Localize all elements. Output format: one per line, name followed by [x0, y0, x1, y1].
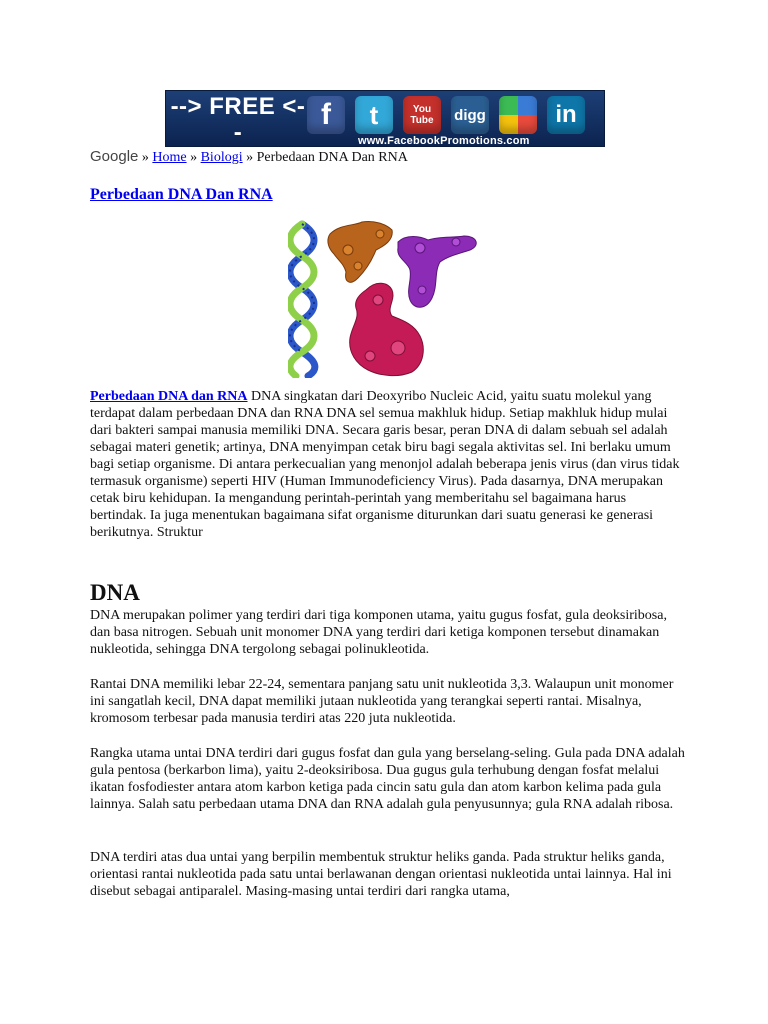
breadcrumb-google: Google — [90, 148, 139, 165]
breadcrumb — [90, 148, 408, 167]
banner-site-url: www.FacebookPromotions.com — [358, 135, 530, 147]
intro-paragraph — [90, 388, 685, 541]
youtube-icon: You Tube — [403, 96, 441, 134]
paragraph-3: Rangka utama untai DNA terdiri dari gugus fosfat dan gula yang berselang-seling. Gula pada DNA adalah gula pentosa (berkarbon lima), yaitu 2-deoksiribosa. Dua gugus gula terhubung dengan fosfat melalui ikatan fosfodiester antara atom karbon ketiga pada cincin satu gula dan atom karbon kelima pada gula lainnya. Salah satu perbedaan utama DNA dan RNA adalah gula penyusunnya; gula RNA adalah ribosa. — [90, 746, 685, 812]
paragraph-2: Rantai DNA memiliki lebar 22-24, sementara panjang satu unit nukleotida 3,3. Walaupun unit monomer ini sangatlah kecil, DNA dapat memiliki jutaan nukleotida yang terangkai seperti rantai. Misalnya, kromosom terbesar pada manusia terdiri atas 220 juta nukleotida. — [90, 677, 674, 726]
promo-banner[interactable] — [165, 90, 605, 147]
breadcrumb-current: Perbedaan DNA Dan RNA — [256, 150, 408, 165]
breadcrumb-separator: » — [186, 150, 201, 165]
delicious-icon — [499, 96, 537, 134]
banner-fans-text — [170, 146, 306, 147]
intro-link[interactable]: Perbedaan DNA dan RNA — [90, 389, 248, 404]
facebook-icon: f — [307, 96, 345, 134]
breadcrumb-home-link[interactable]: Home — [152, 150, 187, 165]
dna-helix-graphic — [290, 224, 315, 376]
paragraph-1: DNA merupakan polimer yang terdiri dari tiga komponen utama, yaitu gugus fosfat, gula deoksiribosa, dan basa nitrogen. Sebuah unit monomer DNA yang terdiri dari ketiga komponen tersebut dinamakan nukleotida, sehingga DNA tergolong sebagai polinukleotida. — [90, 608, 667, 657]
linkedin-icon: in — [547, 96, 585, 134]
twitter-icon: t — [355, 96, 393, 134]
dna-rna-molecule-image — [288, 220, 483, 378]
breadcrumb-separator: » — [138, 150, 153, 165]
breadcrumb-separator: » — [242, 150, 257, 165]
article-title-link[interactable]: Perbedaan DNA Dan RNA — [90, 186, 273, 203]
paragraph-4: DNA terdiri atas dua untai yang berpilin membentuk struktur heliks ganda. Pada struktur heliks ganda, orientasi rantai nukleotida pada satu untai berlawanan dengan orientasi nukleotida untai lainnya. Hal ini disebut sebagai antiparalel. Masing-masing untai terdiri dari rangka utama, — [90, 850, 672, 899]
section-heading-dna: DNA — [90, 580, 140, 605]
breadcrumb-biologi-link[interactable]: Biologi — [200, 150, 243, 165]
banner-text-block — [170, 94, 306, 147]
intro-text: DNA singkatan dari Deoxyribo Nucleic Acid, yaitu suatu molekul yang terdapat dalam perbedaan DNA dan RNA DNA sel semua makhluk hidup. Setiap makhluk hidup mulai dari bakteri sampai manusia memiliki DNA. Secara garis besar, peran DNA di dalam sebuah sel adalah sebagai materi genetik; artinya, DNA menyimpan cetak biru bagi segala aktivitas sel. Ini berlaku umum bagi setiap organisme. Di antara perkecualian yang menonjol adalah beberapa jenis virus (dan virus tidak termasuk organisme) seperti HIV (Human Immunodeficiency Virus). Pada dasarnya, DNA merupakan cetak biru kehidupan. Ia mengandung perintah-perintah yang memberitahu sel bagaimana harus bertindak. Ia juga menentukan bagaimana sifat organisme diturunkan dari suatu generasi ke generasi berikutnya. Struktur — [90, 389, 680, 540]
digg-icon: digg — [451, 96, 489, 134]
orange-protein-graphic — [328, 221, 392, 282]
banner-free-text: --> FREE <-- — [170, 93, 306, 146]
purple-protein-graphic — [398, 236, 476, 307]
